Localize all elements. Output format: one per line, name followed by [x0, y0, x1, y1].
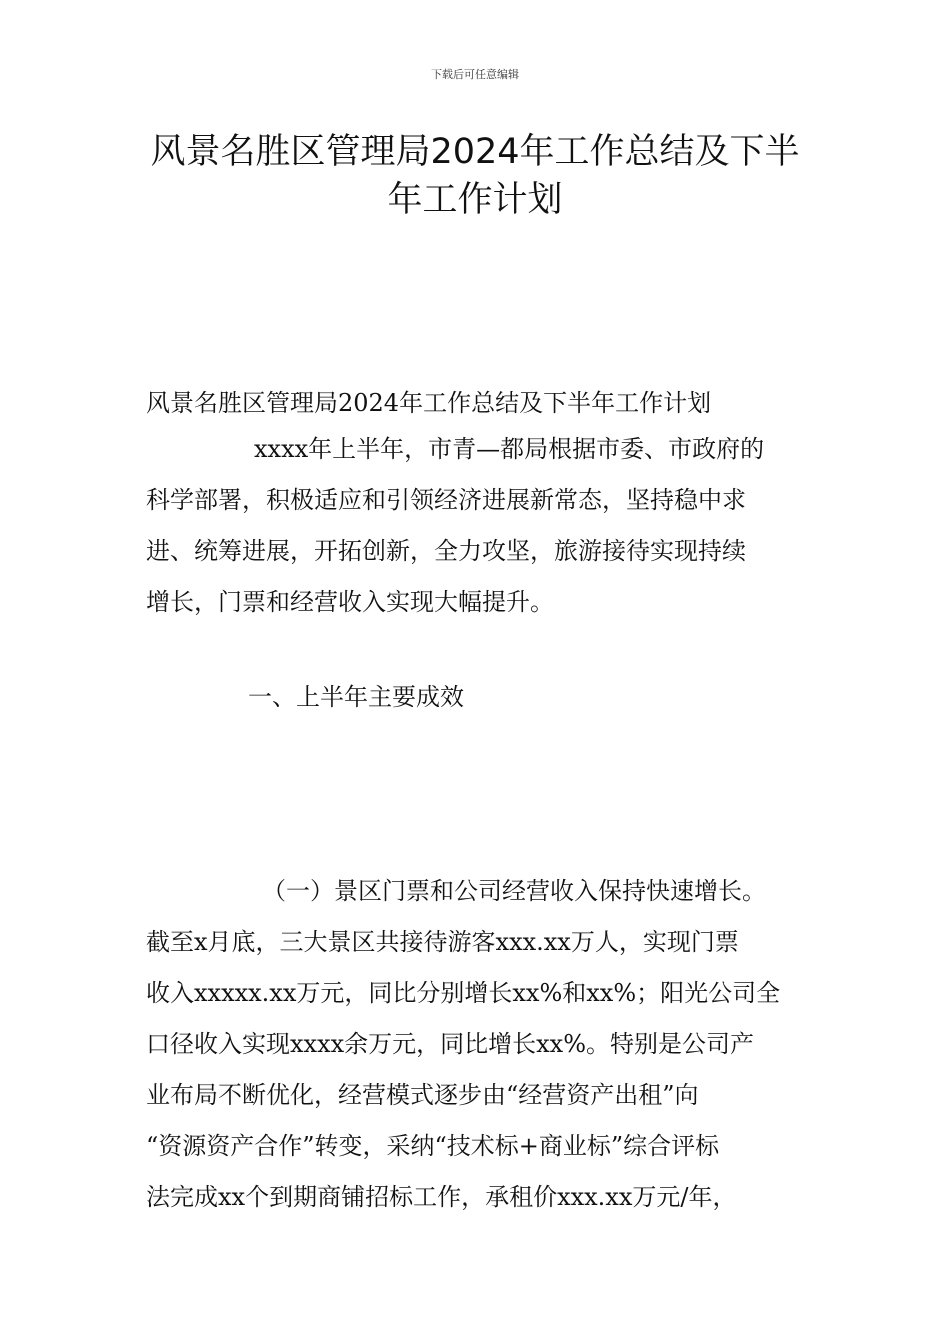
section1-line: 口径收入实现xxxx余万元，同比增长xx%。特别是公司产 — [146, 1030, 755, 1058]
section1-line: 截至x月底，三大景区共接待游客xxx.xx万人，实现门票 — [146, 928, 739, 956]
section1-line: （一）景区门票和公司经营收入保持快速增长。 — [262, 877, 766, 905]
section1-line: 法完成xx个到期商铺招标工作，承租价xxx.xx万元/年， — [146, 1183, 737, 1211]
section1-line: “资源资产合作”转变，采纳“技术标+商业标”综合评标 — [146, 1132, 720, 1160]
section1-line: 收入xxxxx.xx万元，同比分别增长xx%和xx%；阳光公司全 — [146, 979, 781, 1007]
document-title — [120, 128, 830, 224]
intro-line: 进、统筹进展，开拓创新，全力攻坚，旅游接待实现持续 — [146, 537, 746, 565]
section-heading: 一、上半年主要成效 — [248, 683, 464, 711]
document-subtitle: 风景名胜区管理局2024年工作总结及下半年工作计划 — [146, 389, 712, 417]
intro-line: 增长，门票和经营收入实现大幅提升。 — [146, 588, 554, 616]
title-line-1: 风景名胜区管理局2024年工作总结及下半 — [150, 132, 800, 172]
intro-line: 科学部署，积极适应和引领经济进展新常态，坚持稳中求 — [146, 486, 746, 514]
header-note: 下载后可任意编辑 — [431, 68, 519, 81]
section1-line: 业布局不断优化，经营模式逐步由“经营资产出租”向 — [146, 1081, 699, 1109]
intro-paragraph — [146, 424, 806, 628]
intro-line: xxxx年上半年，市青—都局根据市委、市政府的 — [254, 435, 765, 463]
title-line-2: 年工作计划 — [387, 180, 563, 220]
section1-paragraph — [146, 866, 806, 1223]
